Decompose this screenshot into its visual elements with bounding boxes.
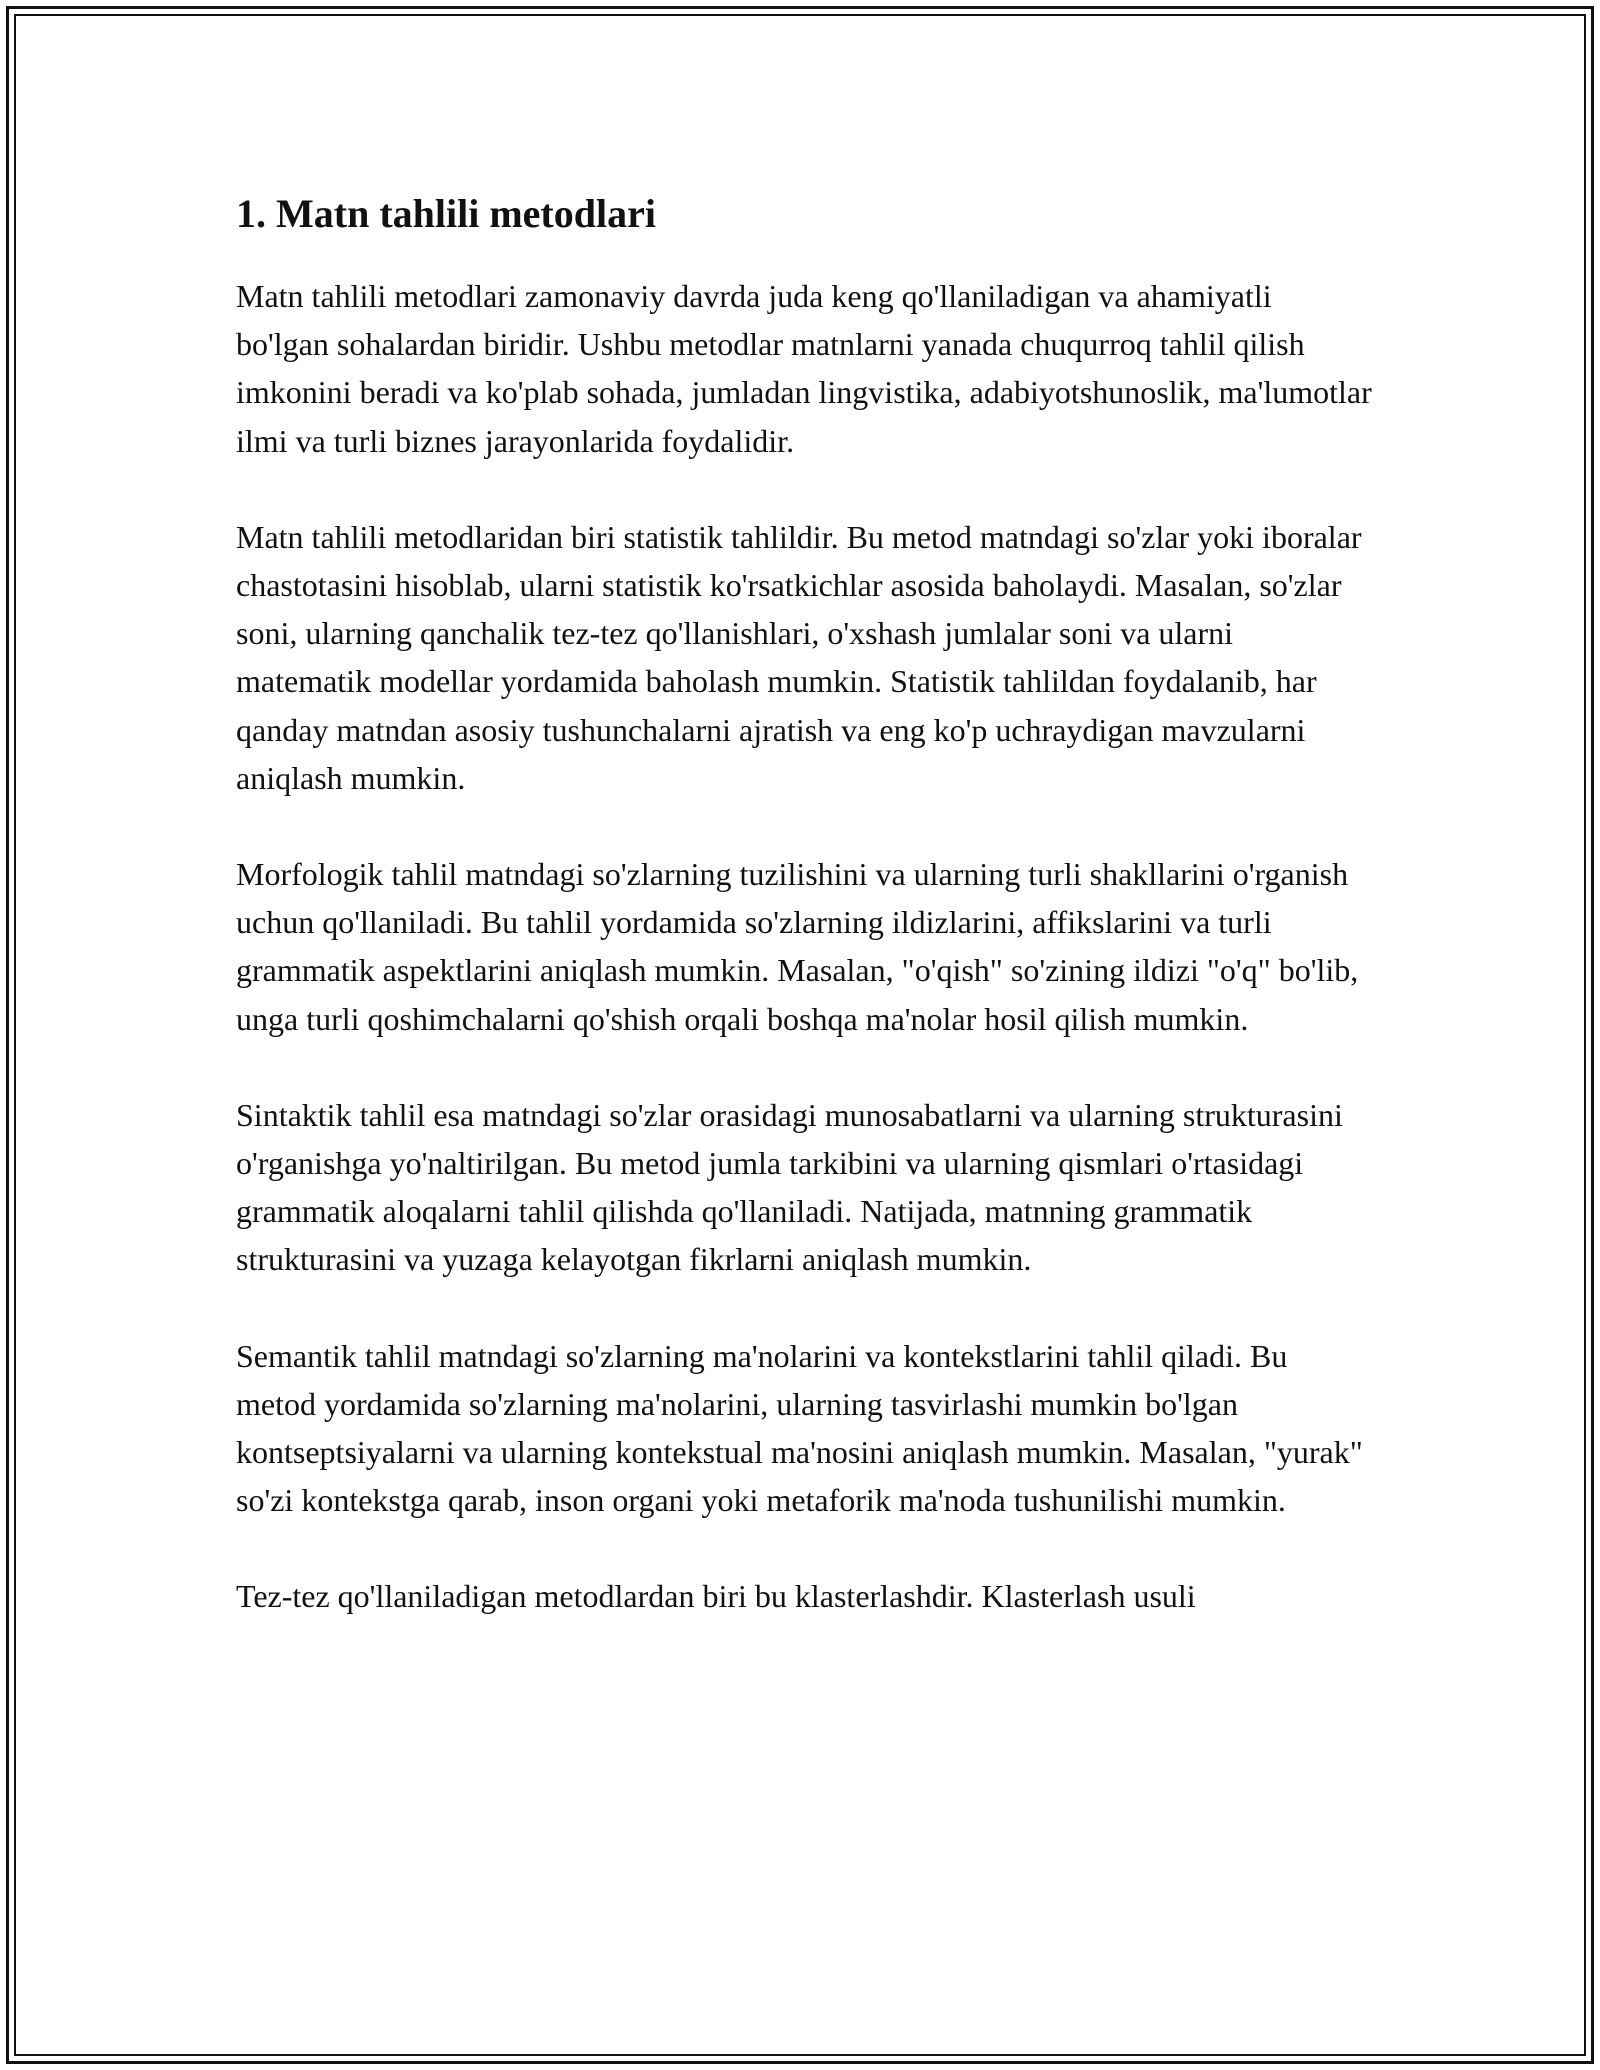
paragraph-semantic-analysis: Semantik tahlil matndagi so'zlarning ma'nolarini va kontekstlarini tahlil qiladi. Bu metod yordamida so'zlarning ma'nolarini, ularning tasvirlashi mumkin bo'lgan kontseptsiyalarni va ularning kontekstual ma'nosini aniqlash mumkin. Masalan, "yurak" so'zi kontekstga qarab, inson organi yoki metaforik ma'noda tushunilishi mumkin. <box>236 1337 1363 1519</box>
paragraph-statistical-analysis: Matn tahlili metodlaridan biri statistik tahlildir. Bu metod matndagi so'zlar yoki iboralar chastotasini hisoblab, ularni statistik ko'rsatkichlar asosida baholaydi. Masalan, so'zlar soni, ularning qanchalik tez-tez qo'llanishlari, o'xshash jumlalar soni va ularni matematik modellar yordamida baholash mumkin. Statistik tahlildan foydalanib, har qanday matndan asosiy tushunchalarni ajratish va eng ko'p uchraydigan mavzularni aniqlash mumkin. <box>236 518 1362 796</box>
section-heading: 1. Matn tahlili metodlari <box>236 191 656 236</box>
paragraph-clustering: Tez-tez qo'llaniladigan metodlardan biri bu klasterlashdir. Klasterlash usuli <box>236 1578 1196 1615</box>
paragraph-syntactic-analysis: Sintaktik tahlil esa matndagi so'zlar orasidagi munosabatlarni va ularning strukturasini o'rganishga yo'naltirilgan. Bu metod jumla tarkibini va ularning qismlari o'rtasidagi grammatik aloqalarni tahlil qilishda qo'llaniladi. Natijada, matnning grammatik strukturasini va yuzaga kelayotgan fikrlarni aniqlash mumkin. <box>236 1096 1343 1278</box>
paragraph-intro: Matn tahlili metodlari zamonaviy davrda juda keng qo'llaniladigan va ahamiyatli bo'lgan sohalardan biridir. Ushbu metodlar matnlarni yanada chuqurroq tahlil qilish imkonini beradi va ko'plab sohada, jumladan lingvistika, adabiyotshunoslik, ma'lumotlar ilmi va turli biznes jarayonlarida foydalidir. <box>236 278 1372 459</box>
paragraph-morphological-analysis: Morfologik tahlil matndagi so'zlarning tuzilishini va ularning turli shakllarini o'rganish uchun qo'llaniladi. Bu tahlil yordamida so'zlarning ildizlarini, affikslarini va turli grammatik aspektlarini aniqlash mumkin. Masalan, "o'qish" so'zining ildizi "o'q" bo'lib, unga turli qoshimchalarni qo'shish orqali boshqa ma'nolar hosil qilish mumkin. <box>236 856 1359 1037</box>
document-body <box>236 186 1372 1669</box>
